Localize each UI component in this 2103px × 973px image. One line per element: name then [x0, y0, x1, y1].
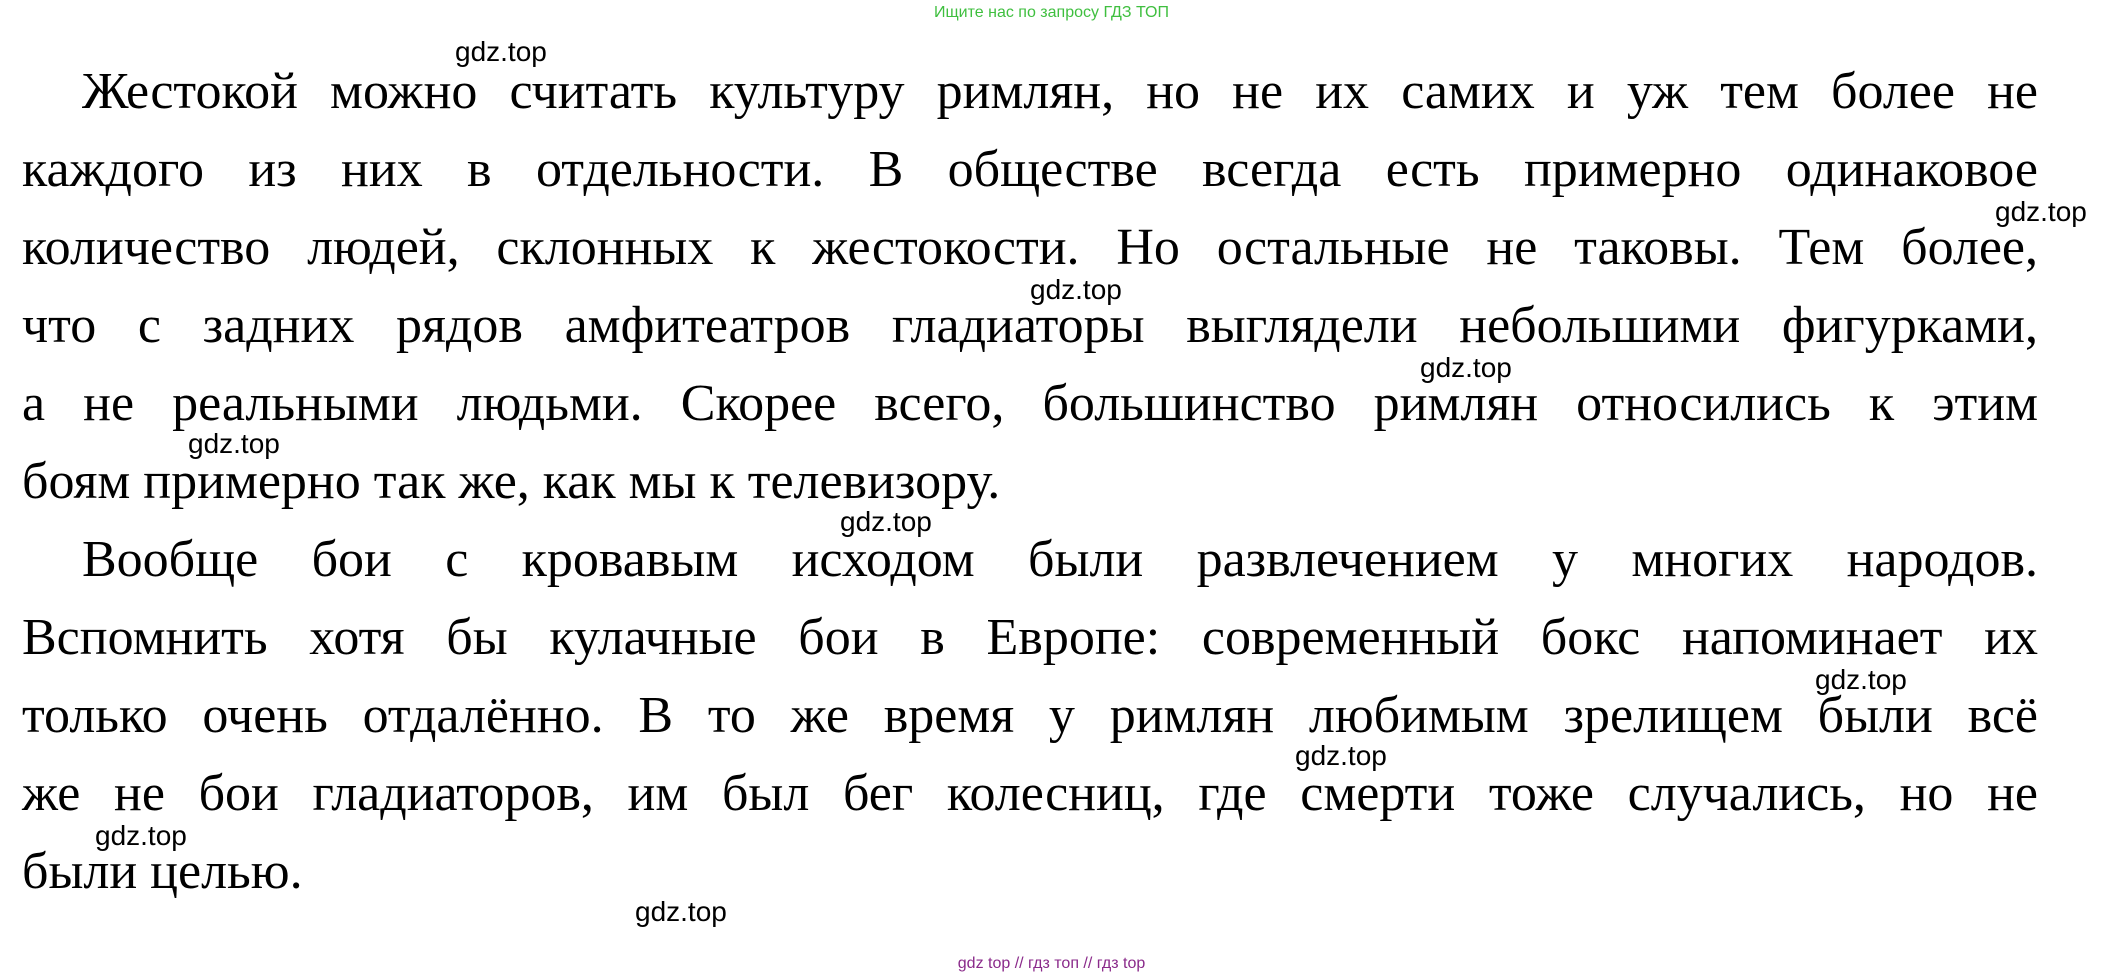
- paragraph-1-line-1: Жестокой можно считать культуру римлян, но не их самих и уж тем более не: [82, 63, 2038, 120]
- watermark: gdz.top: [840, 506, 932, 537]
- watermark: gdz.top: [1030, 274, 1122, 305]
- watermark: gdz.top: [1295, 740, 1387, 771]
- watermark: gdz.top: [1995, 196, 2087, 227]
- watermark: gdz.top: [1815, 664, 1907, 695]
- paragraph-2-line-5: были целью.: [22, 843, 303, 900]
- watermark: gdz.top: [188, 428, 280, 459]
- watermark: gdz.top: [95, 820, 187, 851]
- paragraph-1-line-4: что с задних рядов амфитеатров гладиаторы выглядели небольшими фигурками,: [22, 297, 2038, 354]
- paragraph-2-line-4: же не бои гладиаторов, им был бег колесниц, где смерти тоже случались, но не: [22, 765, 2038, 822]
- watermark: gdz.top: [1420, 352, 1512, 383]
- paragraph-1-line-6: боям примерно так же, как мы к телевизору.: [22, 453, 1001, 510]
- watermark: gdz.top: [455, 36, 547, 67]
- bottom-banner[interactable]: gdz top // гдз топ // гдз top: [957, 955, 1146, 972]
- paragraph-1-line-5: а не реальными людьми. Скорее всего, большинство римлян относились к этим: [22, 375, 2038, 432]
- paragraph-2-line-3: только очень отдалённо. В то же время у римлян любимым зрелищем были всё: [22, 687, 2038, 744]
- watermark: gdz.top: [635, 896, 727, 927]
- top-banner[interactable]: Ищите нас по запросу ГДЗ ТОП: [934, 4, 1169, 21]
- paragraph-2-line-2: Вспомнить хотя бы кулачные бои в Европе: современный бокс напоминает их: [22, 609, 2038, 666]
- paragraph-1-line-2: каждого из них в отдельности. В обществе всегда есть примерно одинаковое: [22, 141, 2038, 198]
- paragraph-1-line-3: количество людей, склонных к жестокости. Но остальные не таковы. Тем более,: [22, 219, 2038, 276]
- paragraph-2-line-1: Вообще бои с кровавым исходом были развлечением у многих народов.: [82, 531, 2038, 588]
